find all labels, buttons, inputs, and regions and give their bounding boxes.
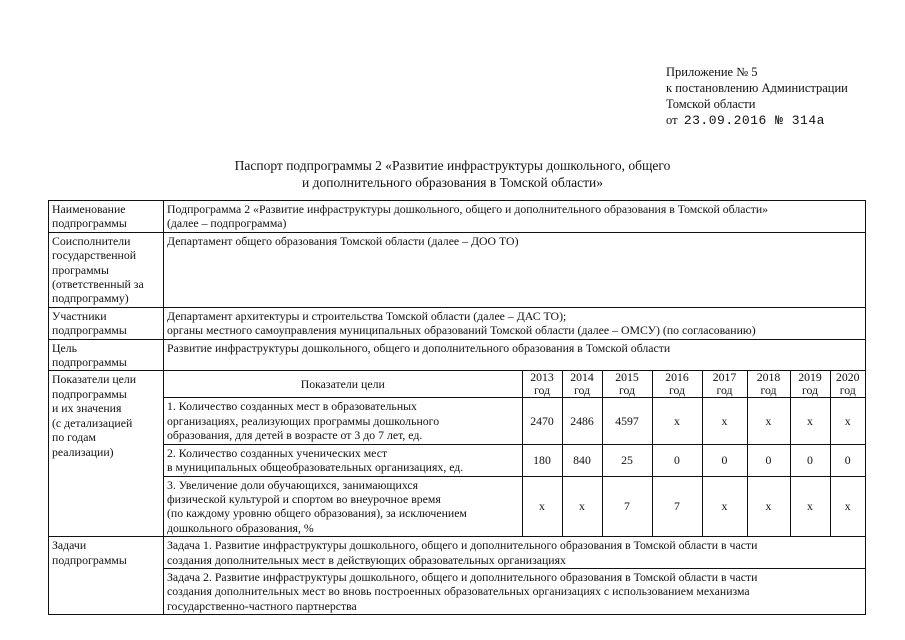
indicator-row-2 [164,444,865,476]
value-goal: Развитие инфраструктуры дошкольного, общего и дополнительного образования в Томской области [164,339,866,371]
indicator-value: х [562,476,602,536]
indicator-value: 4597 [602,398,652,444]
annex-date-prefix: от [666,113,678,127]
indicator-value: х [747,476,790,536]
indicator-value: 0 [652,444,702,476]
row-participants [49,307,866,339]
value-task-1: Задача 1. Развитие инфраструктуры дошкольного, общего и дополнительного образования в Томской области в части создания дополнительных мест в действующих образовательных организациях [164,537,866,569]
label-goal: Цель подпрограммы [49,339,164,371]
indicator-value: 0 [747,444,790,476]
indicator-value: 0 [702,444,747,476]
indicators-header-row [164,371,865,398]
document-title [0,157,905,191]
annex-date-line [666,112,848,129]
year-header-2016: 2016 год [652,371,702,398]
indicator-value: х [790,476,830,536]
indicator-value: 2486 [562,398,602,444]
indicator-row-3 [164,476,865,536]
indicator-value: х [702,398,747,444]
indicators-header: Показатели цели [164,371,522,398]
indicators-table [164,371,865,536]
indicator-value: 0 [790,444,830,476]
label-indicators: Показатели цели подпрограммы и их значения (с детализацией по годам реализации) [49,371,164,537]
indicator-value: 7 [652,476,702,536]
annex-block [666,64,848,129]
indicator-text-1: 1. Количество созданных мест в образовательных организациях, реализующих программы дошкольного образования, для детей в возрасте от 3 до 7 лет, ед. [164,398,522,444]
year-header-2014: 2014 год [562,371,602,398]
annex-date-number: 23.09.2016 № 314а [683,113,825,128]
label-participants: Участники подпрограммы [49,307,164,339]
indicator-text-2: 2. Количество созданных ученических мест в муниципальных общеобразовательных организациях, ед. [164,444,522,476]
title-line-1: Паспорт подпрограммы 2 «Развитие инфраструктуры дошкольного, общего [234,158,671,173]
indicator-value: х [652,398,702,444]
passport-table [48,200,866,615]
value-coexecutors: Департамент общего образования Томской области (далее – ДОО ТО) [164,232,866,307]
indicator-value: х [522,476,562,536]
indicator-value: х [702,476,747,536]
row-tasks-2 [49,568,866,614]
row-indicators [49,371,866,537]
annex-line-2: к постановлению Администрации [666,81,848,95]
indicator-value: 7 [602,476,652,536]
annex-line-3: Томской области [666,97,756,111]
indicator-value: 180 [522,444,562,476]
indicator-value: х [747,398,790,444]
value-name: Подпрограмма 2 «Развитие инфраструктуры дошкольного, общего и дополнительного образования в Томской области» (далее – подпрограмма) [164,201,866,233]
value-participants: Департамент архитектуры и строительства Томской области (далее – ДАС ТО); органы местного самоуправления муниципальных образований Томской области (далее – ОМСУ) (по согласованию) [164,307,866,339]
indicators-cell [164,371,866,537]
annex-line-1: Приложение № 5 [666,65,758,79]
indicator-value: х [790,398,830,444]
label-name: Наименование подпрограммы [49,201,164,233]
label-tasks: Задачи подпрограммы [49,537,164,615]
row-name [49,201,866,233]
indicator-value: х [830,476,865,536]
indicator-value: х [830,398,865,444]
row-goal [49,339,866,371]
year-header-2013: 2013 год [522,371,562,398]
row-tasks-1 [49,537,866,569]
year-header-2015: 2015 год [602,371,652,398]
indicator-value: 0 [830,444,865,476]
label-coexecutors: Соисполнители государственной программы (ответственный за подпрограмму) [49,232,164,307]
year-header-2018: 2018 год [747,371,790,398]
indicator-value: 840 [562,444,602,476]
value-task-2: Задача 2. Развитие инфраструктуры дошкольного, общего и дополнительного образования в Томской области в части создания дополнительных мест во вновь построенных образовательных организациях с использованием механизма государственно-частного партнерства [164,568,866,614]
indicator-value: 25 [602,444,652,476]
indicator-value: 2470 [522,398,562,444]
year-header-2020: 2020 год [830,371,865,398]
indicator-text-3: 3. Увеличение доли обучающихся, занимающихся физической культурой и спортом во внеурочное время (по каждому уровню общего образования), за исключением дошкольного образования, % [164,476,522,536]
title-line-2: и дополнительного образования в Томской области» [302,175,603,190]
year-header-2019: 2019 год [790,371,830,398]
row-coexecutors [49,232,866,307]
indicator-row-1 [164,398,865,444]
year-header-2017: 2017 год [702,371,747,398]
